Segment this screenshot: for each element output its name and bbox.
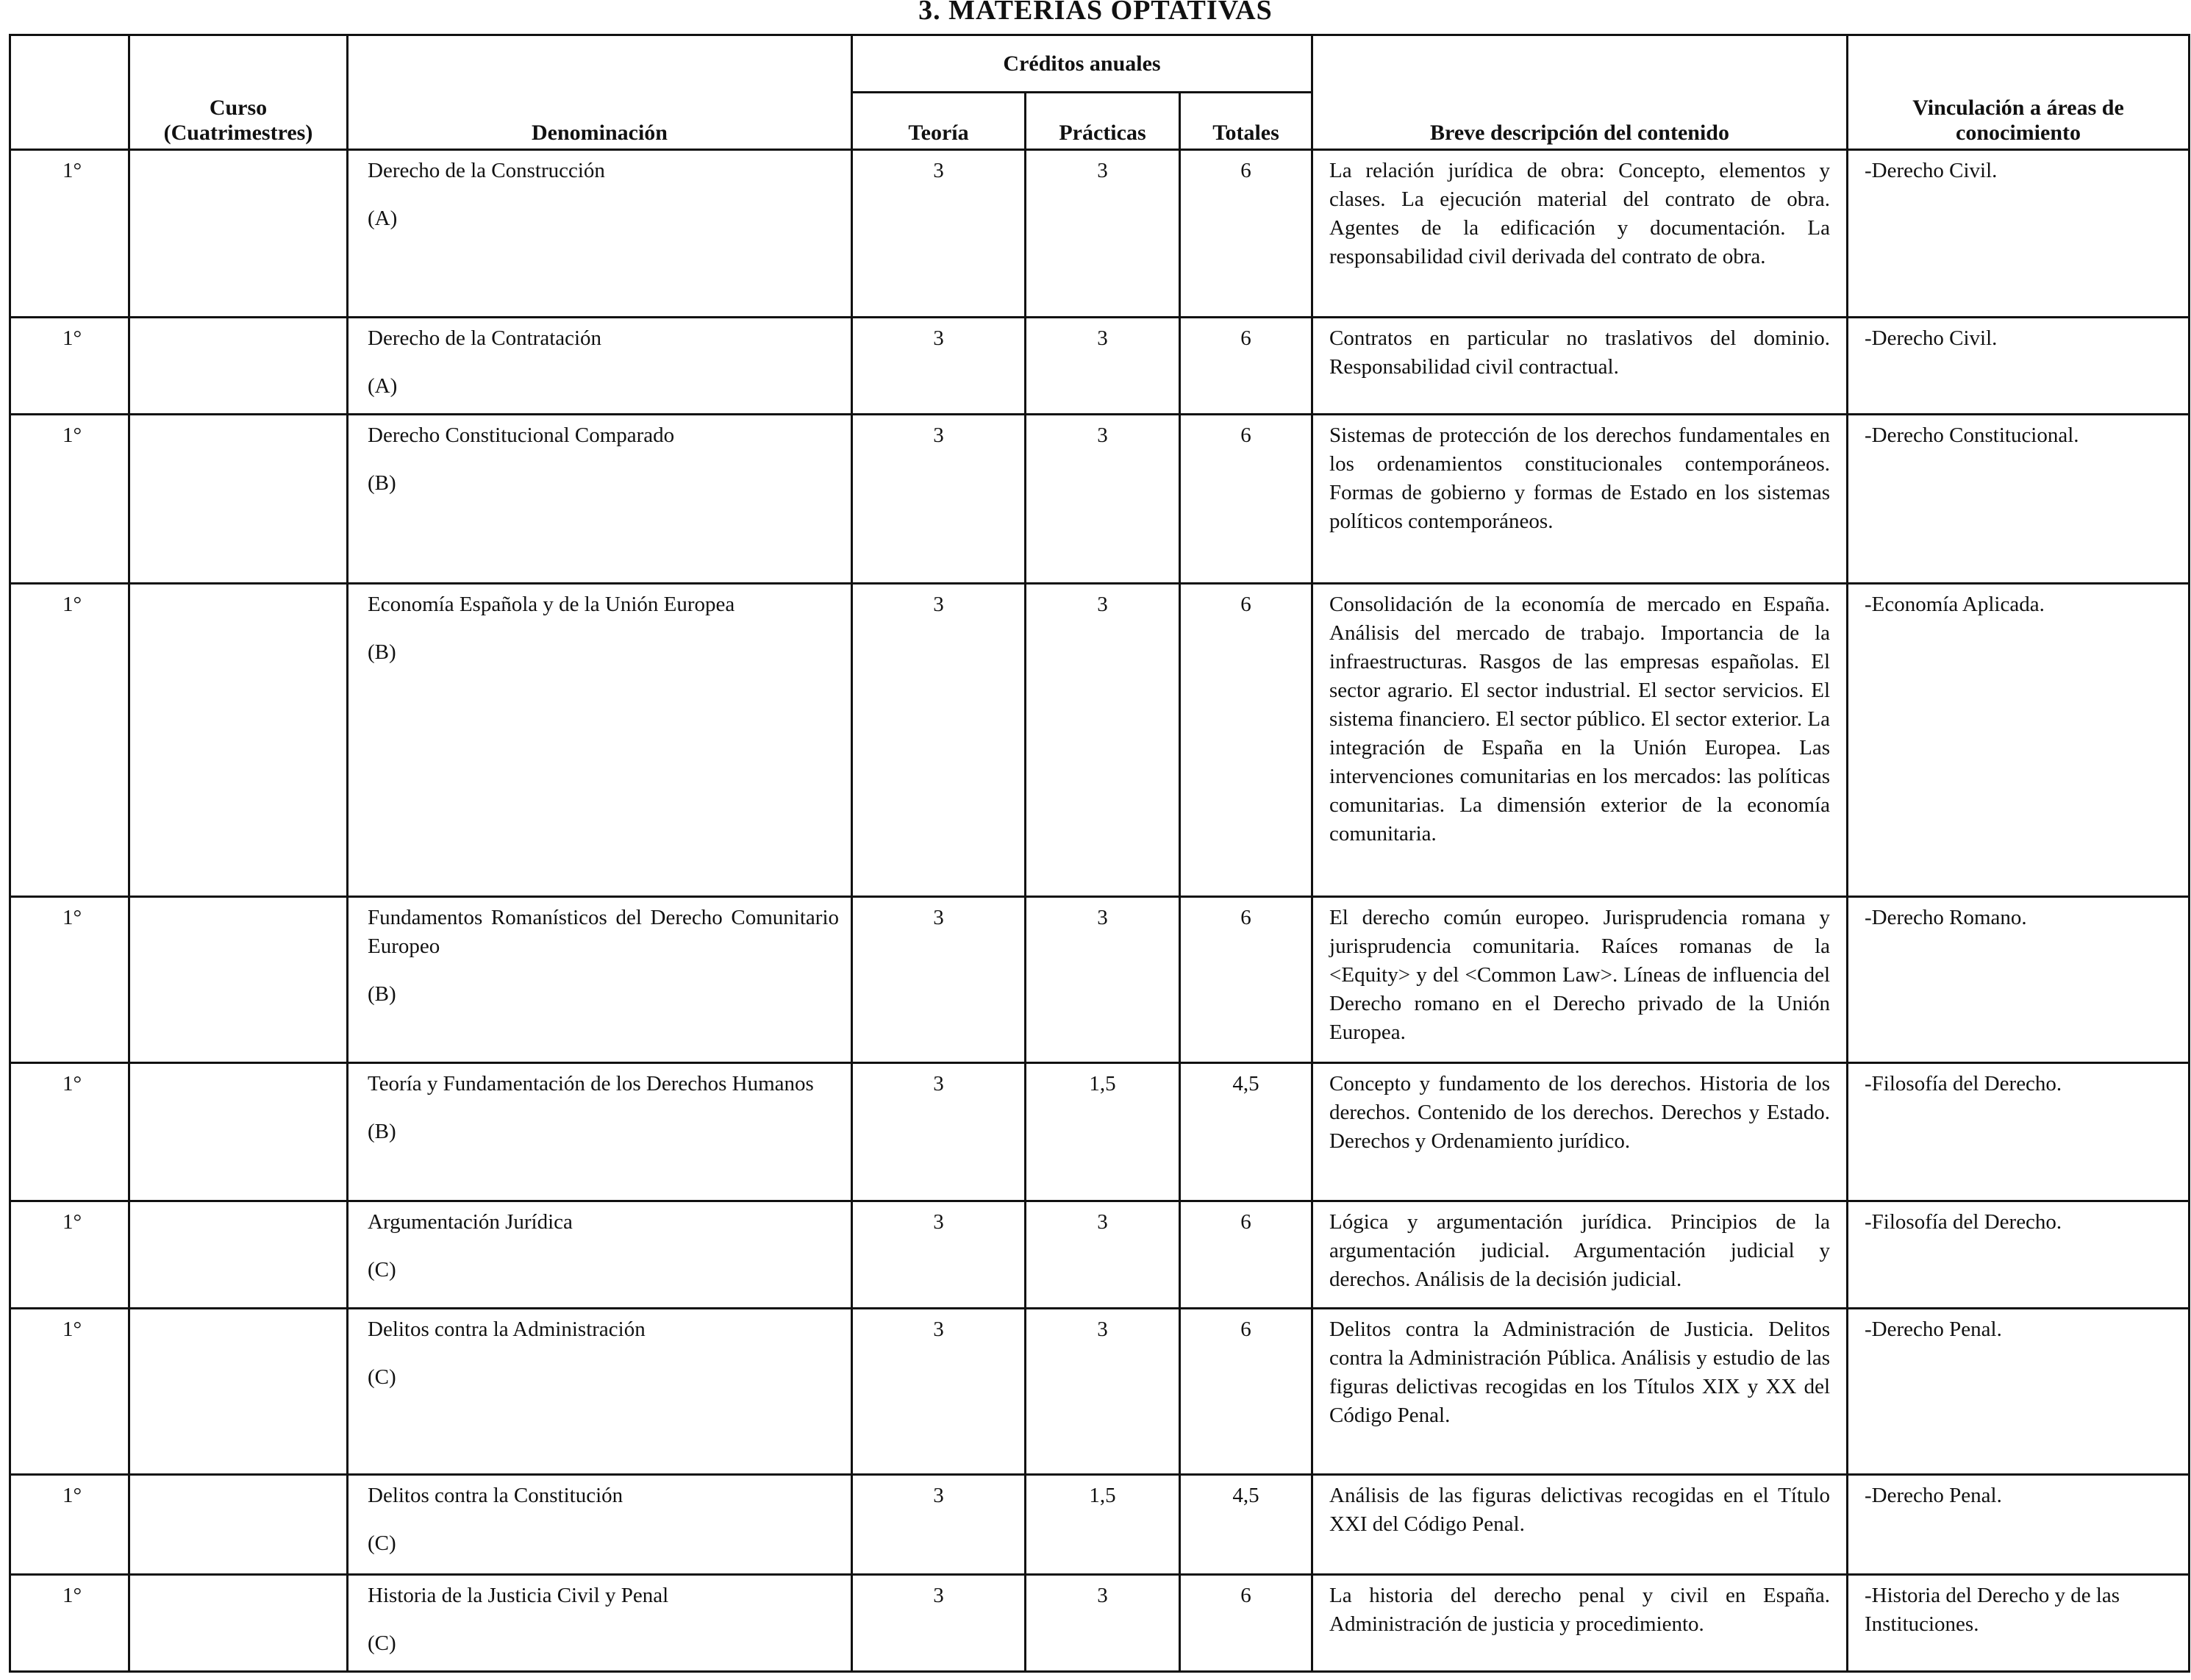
- table-row: [10, 1063, 2190, 1201]
- curso-cell: 1°: [10, 150, 129, 318]
- denominacion-text: Derecho Constitucional Comparado: [368, 423, 675, 447]
- denominacion-cell: [348, 1309, 852, 1475]
- curso-cell: 1°: [10, 1201, 129, 1309]
- descripcion-cell: Consolidación de la economía de mercado en España. Análisis del mercado de trabajo. Importancia de la infraestructuras. Rasgos de las empresas españolas. El sector agrario. El sector industrial. El sector servicios. El sistema financiero. El sector público. El sector exterior. La integración de España en la Unión Europea. Las intervenciones comunitarias en los mercados: las políticas comunitarias. La dimensión exterior de la economía comunitaria.: [1312, 584, 1848, 897]
- table-row: [10, 1475, 2190, 1575]
- cuatrimestre-cell: [129, 897, 348, 1063]
- totales-cell: 6: [1180, 150, 1312, 318]
- grupo-text: (A): [368, 207, 398, 230]
- teoria-cell: 3: [852, 415, 1026, 584]
- materias-optativas-table: [9, 34, 2190, 1673]
- denominacion-text: Delitos contra la Administración: [368, 1318, 646, 1341]
- area-cell: -Filosofía del Derecho.: [1848, 1063, 2190, 1201]
- area-cell: -Derecho Civil.: [1848, 150, 2190, 318]
- practicas-cell: 3: [1026, 584, 1180, 897]
- cuatrimestre-cell: [129, 584, 348, 897]
- practicas-cell: 1,5: [1026, 1063, 1180, 1201]
- header-curso: [129, 35, 348, 150]
- totales-cell: 6: [1180, 415, 1312, 584]
- denominacion-text: Derecho de la Contratación: [368, 326, 602, 350]
- cuatrimestre-cell: [129, 150, 348, 318]
- teoria-cell: 3: [852, 150, 1026, 318]
- grupo-text: (B): [368, 1120, 396, 1143]
- denominacion-text: Argumentación Jurídica: [368, 1210, 573, 1234]
- practicas-cell: 3: [1026, 1575, 1180, 1672]
- teoria-cell: 3: [852, 318, 1026, 415]
- teoria-cell: 3: [852, 1309, 1026, 1475]
- practicas-cell: 3: [1026, 1201, 1180, 1309]
- grupo-text: (C): [368, 1258, 396, 1282]
- area-cell: -Derecho Penal.: [1848, 1309, 2190, 1475]
- practicas-cell: 3: [1026, 415, 1180, 584]
- practicas-cell: 3: [1026, 1309, 1180, 1475]
- denominacion-cell: [348, 1201, 852, 1309]
- area-cell: -Derecho Constitucional.: [1848, 415, 2190, 584]
- denominacion-cell: [348, 150, 852, 318]
- descripcion-cell: Contratos en particular no traslativos del dominio. Responsabilidad civil contractual.: [1312, 318, 1848, 415]
- curso-cell: 1°: [10, 897, 129, 1063]
- totales-cell: 6: [1180, 897, 1312, 1063]
- teoria-cell: 3: [852, 1063, 1026, 1201]
- curso-cell: 1°: [10, 1575, 129, 1672]
- teoria-cell: 3: [852, 1575, 1026, 1672]
- totales-cell: 4,5: [1180, 1475, 1312, 1575]
- teoria-cell: 3: [852, 1475, 1026, 1575]
- header-row-top: [10, 35, 2190, 93]
- curso-cell: 1°: [10, 415, 129, 584]
- grupo-text: (C): [368, 1631, 396, 1655]
- curso-cell: 1°: [10, 584, 129, 897]
- header-descripcion: Breve descripción del contenido: [1312, 35, 1848, 150]
- descripcion-cell: Concepto y fundamento de los derechos. Historia de los derechos. Contenido de los derechos. Derechos y Estado. Derechos y Ordenamiento jurídico.: [1312, 1063, 1848, 1201]
- area-cell: -Historia del Derecho y de las Instituciones.: [1848, 1575, 2190, 1672]
- totales-cell: 6: [1180, 1201, 1312, 1309]
- area-cell: -Derecho Civil.: [1848, 318, 2190, 415]
- cuatrimestre-cell: [129, 1475, 348, 1575]
- curso-cell: 1°: [10, 1309, 129, 1475]
- curso-cell: 1°: [10, 318, 129, 415]
- denominacion-text: Delitos contra la Constitución: [368, 1484, 623, 1507]
- descripcion-cell: Lógica y argumentación jurídica. Principios de la argumentación judicial. Argumentación judicial y derechos. Análisis de la decisión judicial.: [1312, 1201, 1848, 1309]
- descripcion-cell: Sistemas de protección de los derechos fundamentales en los ordenamientos constitucionales contemporáneos. Formas de gobierno y formas de Estado en los sistemas políticos contemporáneos.: [1312, 415, 1848, 584]
- denominacion-cell: [348, 318, 852, 415]
- header-teoria: Teoría: [852, 93, 1026, 150]
- table-row: [10, 897, 2190, 1063]
- area-cell: -Economía Aplicada.: [1848, 584, 2190, 897]
- descripcion-cell: La relación jurídica de obra: Concepto, elementos y clases. La ejecución material del contrato de obra. Agentes de la edificación y documentación. La responsabilidad civil derivada del contrato de obra.: [1312, 150, 1848, 318]
- cuatrimestre-cell: [129, 1575, 348, 1672]
- area-cell: -Filosofía del Derecho.: [1848, 1201, 2190, 1309]
- table-row: [10, 1309, 2190, 1475]
- denominacion-text: Historia de la Justicia Civil y Penal: [368, 1584, 669, 1607]
- denominacion-cell: [348, 584, 852, 897]
- denominacion-cell: [348, 1063, 852, 1201]
- cuatrimestre-cell: [129, 1063, 348, 1201]
- descripcion-cell: Delitos contra la Administración de Justicia. Delitos contra la Administración Pública. Análisis y estudio de las figuras delictivas recogidas en los Títulos XIX y XX del Código Penal.: [1312, 1309, 1848, 1475]
- totales-cell: 6: [1180, 318, 1312, 415]
- curso-cell: 1°: [10, 1063, 129, 1201]
- descripcion-cell: Análisis de las figuras delictivas recogidas en el Título XXI del Código Penal.: [1312, 1475, 1848, 1575]
- practicas-cell: 1,5: [1026, 1475, 1180, 1575]
- header-denominacion: Denominación: [348, 35, 852, 150]
- descripcion-cell: La historia del derecho penal y civil en España. Administración de justicia y procedimiento.: [1312, 1575, 1848, 1672]
- denominacion-cell: [348, 897, 852, 1063]
- practicas-cell: 3: [1026, 150, 1180, 318]
- grupo-text: (C): [368, 1531, 396, 1555]
- descripcion-cell: El derecho común europeo. Jurisprudencia romana y jurisprudencia comunitaria. Raíces romanas de la <Equity> y del <Common Law>. Líneas de influencia del Derecho romano en el Derecho privado de la Unión Europea.: [1312, 897, 1848, 1063]
- denominacion-text: Teoría y Fundamentación de los Derechos Humanos: [368, 1072, 814, 1095]
- denominacion-cell: [348, 1475, 852, 1575]
- cuatrimestre-cell: [129, 1201, 348, 1309]
- table-row: [10, 584, 2190, 897]
- denominacion-cell: [348, 415, 852, 584]
- totales-cell: 4,5: [1180, 1063, 1312, 1201]
- totales-cell: 6: [1180, 584, 1312, 897]
- grupo-text: (A): [368, 374, 398, 398]
- grupo-text: (B): [368, 640, 396, 664]
- table-row: [10, 1201, 2190, 1309]
- cuatrimestre-cell: [129, 1309, 348, 1475]
- area-cell: -Derecho Romano.: [1848, 897, 2190, 1063]
- practicas-cell: 3: [1026, 897, 1180, 1063]
- totales-cell: 6: [1180, 1309, 1312, 1475]
- curso-cell: 1°: [10, 1475, 129, 1575]
- area-cell: -Derecho Penal.: [1848, 1475, 2190, 1575]
- denominacion-cell: [348, 1575, 852, 1672]
- teoria-cell: 3: [852, 584, 1026, 897]
- table-row: [10, 1575, 2190, 1672]
- page-title: 3. MATERIAS OPTATIVAS: [918, 0, 1273, 26]
- practicas-cell: 3: [1026, 318, 1180, 415]
- grupo-text: (C): [368, 1365, 396, 1389]
- teoria-cell: 3: [852, 897, 1026, 1063]
- denominacion-text: Derecho de la Construcción: [368, 159, 605, 182]
- header-vinculacion: Vinculación a áreas de conocimiento: [1848, 35, 2190, 150]
- grupo-text: (B): [368, 471, 396, 495]
- header-curso-label: Curso: [209, 96, 268, 120]
- table-row: [10, 150, 2190, 318]
- cuatrimestre-cell: [129, 318, 348, 415]
- teoria-cell: 3: [852, 1201, 1026, 1309]
- grupo-text: (B): [368, 982, 396, 1006]
- cuatrimestre-cell: [129, 415, 348, 584]
- header-totales: Totales: [1180, 93, 1312, 150]
- header-cuatrimestres-label: (Cuatrimestres): [163, 121, 313, 145]
- denominacion-text: Economía Española y de la Unión Europea: [368, 593, 735, 616]
- totales-cell: 6: [1180, 1575, 1312, 1672]
- header-practicas: Prácticas: [1026, 93, 1180, 150]
- table-row: [10, 318, 2190, 415]
- denominacion-text: Fundamentos Romanísticos del Derecho Comunitario Europeo: [368, 906, 839, 958]
- table-row: [10, 415, 2190, 584]
- header-index: [10, 35, 129, 150]
- header-creditos-anuales: Créditos anuales: [852, 35, 1312, 93]
